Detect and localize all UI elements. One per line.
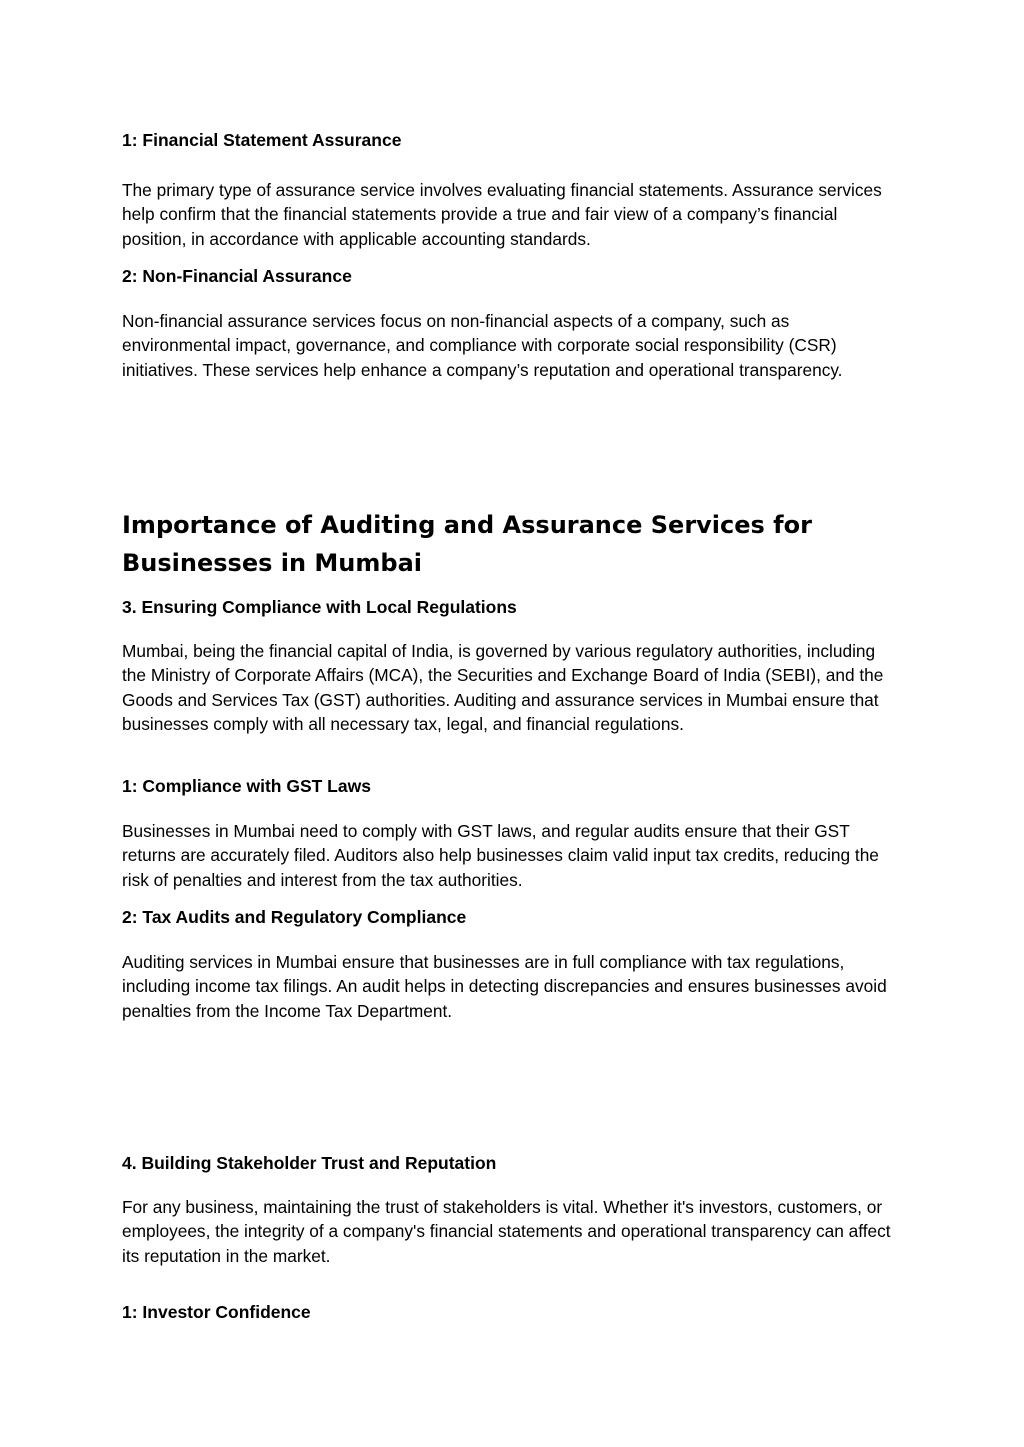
- heading-compliance-local-regulations: 3. Ensuring Compliance with Local Regulations: [122, 597, 517, 617]
- paragraph-stakeholder-trust: For any business, maintaining the trust of stakeholders is vital. Whether it's investors, customers, or employees, the integrity of a company's financial statements and operational transparency can affect its reputation in the market.: [122, 1197, 891, 1266]
- paragraph-tax-audits: Auditing services in Mumbai ensure that businesses are in full compliance with tax regulations, including income tax filings. An audit helps in detecting discrepancies and ensures businesses avoid penalties from the Income Tax Department.: [122, 952, 887, 1021]
- paragraph-non-financial-assurance: Non-financial assurance services focus on non-financial aspects of a company, such as environmental impact, governance, and compliance with corporate social responsibility (CSR) initiatives. These services help enhance a company’s reputation and operational transparency.: [122, 311, 843, 380]
- paragraph-financial-statement-assurance: The primary type of assurance service involves evaluating financial statements. Assurance services help confirm that the financial statements provide a true and fair view of a company’s financial position, in accordance with applicable accounting standards.: [122, 180, 882, 249]
- heading-financial-statement-assurance: 1: Financial Statement Assurance: [122, 130, 402, 150]
- section-title: Importance of Auditing and Assurance Services for Businesses in Mumbai: [122, 511, 812, 577]
- heading-stakeholder-trust: 4. Building Stakeholder Trust and Reputation: [122, 1153, 497, 1173]
- heading-non-financial-assurance: 2: Non-Financial Assurance: [122, 266, 352, 286]
- heading-tax-audits: 2: Tax Audits and Regulatory Compliance: [122, 907, 467, 927]
- paragraph-gst-compliance: Businesses in Mumbai need to comply with GST laws, and regular audits ensure that their GST returns are accurately filed. Auditors also help businesses claim valid input tax credits, reducing the risk of penalties and interest from the tax authorities.: [122, 821, 879, 890]
- heading-gst-compliance: 1: Compliance with GST Laws: [122, 776, 371, 796]
- paragraph-compliance-local-regulations: Mumbai, being the financial capital of India, is governed by various regulatory authorities, including the Ministry of Corporate Affairs (MCA), the Securities and Exchange Board of India (SEBI), and the Goods and Services Tax (GST) authorities. Auditing and assurance services in Mumbai ensure that businesses comply with all necessary tax, legal, and financial regulations.: [122, 641, 884, 734]
- heading-investor-confidence: 1: Investor Confidence: [122, 1302, 311, 1322]
